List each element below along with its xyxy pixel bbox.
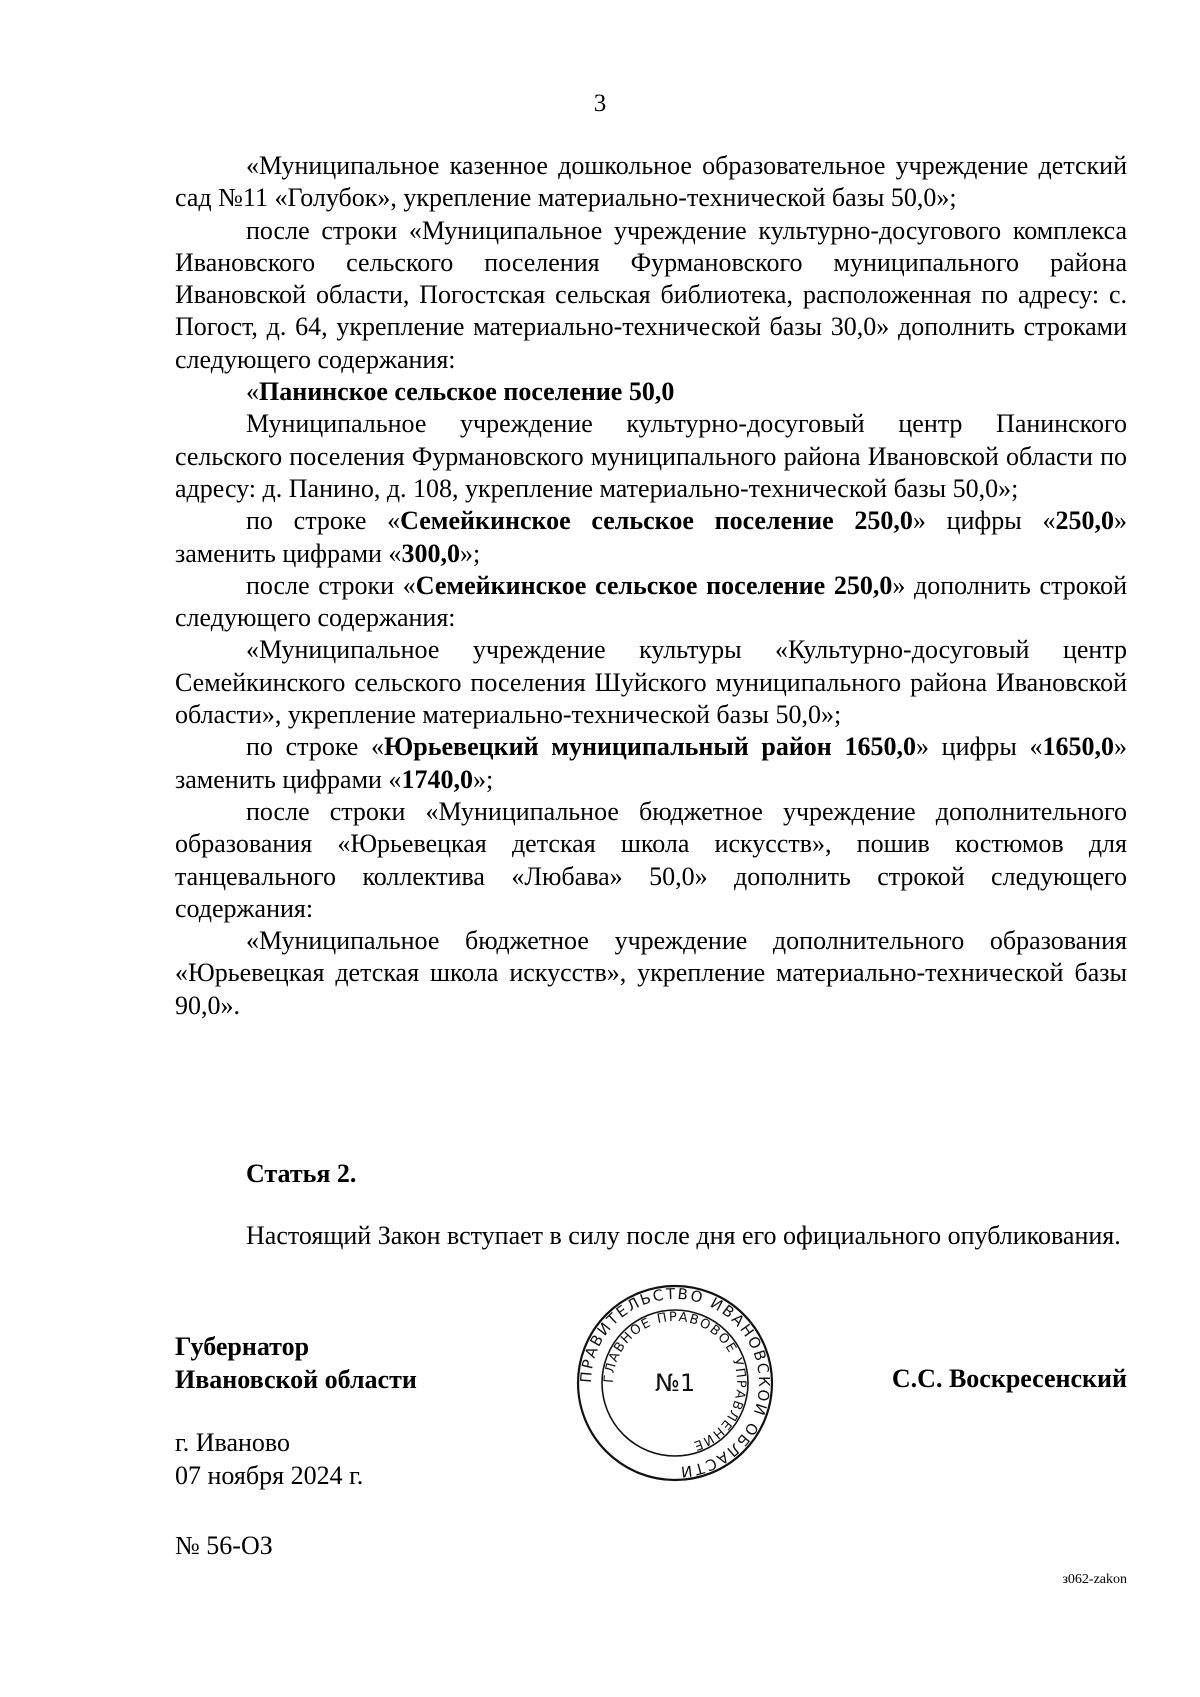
paragraph bbox=[175, 376, 1127, 408]
text-run: » заменить цифрами « bbox=[175, 732, 1127, 794]
document-code: з062-zakon bbox=[1062, 1572, 1127, 1587]
text-run: «Муниципальное учреждение культуры «Культурно-досуговый центр Семейкинского сельского поселения Шуйского муниципального района Ивановской области», укрепление материально-технической базы 50,0»; bbox=[175, 635, 1127, 730]
text-run: по строке « bbox=[246, 732, 385, 762]
bold-run: Юрьевецкий муниципальный район 1650,0 bbox=[384, 732, 916, 762]
amendment-text bbox=[175, 150, 1127, 1022]
paragraph bbox=[175, 634, 1127, 731]
governor-title bbox=[175, 1330, 417, 1396]
text-run: «Муниципальное бюджетное учреждение дополнительного образования «Юрьевецкая детская школа искусств», укрепление материально-технической базы 90,0». bbox=[175, 926, 1127, 1020]
text-run: »; bbox=[472, 764, 494, 794]
page-number: 3 bbox=[593, 90, 607, 117]
article-title: Статья 2. bbox=[246, 1159, 357, 1188]
paragraph bbox=[175, 408, 1127, 505]
text-run: » дополнить строкой следующего содержания: bbox=[175, 570, 1127, 633]
place: г. Иваново bbox=[175, 1428, 290, 1457]
bold-run: Семейкинское сельское поселение 250,0 bbox=[400, 506, 913, 536]
bold-run: Панинское сельское поселение 50,0 bbox=[259, 377, 675, 407]
seal-outer-lettering: ПРАВИТЕЛЬСТВО ИВАНОВСКОЙ ОБЛАСТИ bbox=[576, 1284, 774, 1482]
text-run: » цифры « bbox=[915, 732, 1043, 762]
governor-title-line2: Ивановской области bbox=[175, 1365, 417, 1394]
paragraph bbox=[175, 925, 1127, 1022]
seal-inner-lettering: ГЛАВНОЕ ПРАВОВОЕ УПРАВЛЕНИЕ bbox=[601, 1309, 749, 1454]
paragraph bbox=[175, 796, 1127, 925]
official-seal-stamp bbox=[575, 1283, 775, 1483]
paragraph bbox=[175, 731, 1127, 796]
bold-run: 250,0 bbox=[1055, 506, 1114, 536]
paragraph bbox=[175, 215, 1127, 376]
text-run: «Муниципальное казенное дошкольное образовательное учреждение детский сад №11 «Голубок», укрепление материально-технической базы 50,0»; bbox=[175, 151, 1127, 213]
text-run: после строки « bbox=[246, 570, 416, 600]
governor-title-line1: Губернатор bbox=[175, 1332, 310, 1361]
bold-run: 300,0 bbox=[401, 538, 460, 568]
paragraph bbox=[175, 505, 1127, 570]
paragraph bbox=[175, 150, 1127, 215]
paragraph bbox=[175, 570, 1127, 635]
text-run: после строки «Муниципальное учреждение культурно-досугового комплекса Ивановского сельского поселения Фурмановского муниципального района Ивановской области, Погостская сельская библиотека, расположенная по адресу: с. Погост, д. 64, укрепление материально-технической базы 30,0» дополнить строками следующего содержания: bbox=[175, 215, 1127, 374]
closing-paragraph: Настоящий Закон вступает в силу после дня его официального опубликования. bbox=[246, 1221, 1121, 1250]
place-date bbox=[175, 1426, 363, 1492]
text-run: »; bbox=[459, 538, 481, 568]
text-run: » цифры « bbox=[912, 506, 1056, 536]
seal-center-number: №1 bbox=[654, 1369, 696, 1397]
bold-run: 1740,0 bbox=[401, 764, 473, 794]
text-run: » заменить цифрами « bbox=[175, 506, 1127, 568]
text-run: Муниципальное учреждение культурно-досуговый центр Панинского сельского поселения Фурмановского муниципального района Ивановской области по адресу: д. Панино, д. 108, укрепление материально-технической базы 50,0»; bbox=[175, 409, 1127, 503]
signer-name: С.С. Воскресенский bbox=[891, 1364, 1127, 1393]
text-run: по строке « bbox=[246, 506, 401, 536]
bold-run: Семейкинское сельское поселение 250,0 bbox=[415, 570, 893, 600]
bold-run: 1650,0 bbox=[1042, 732, 1114, 762]
date: 07 ноября 2024 г. bbox=[175, 1461, 364, 1490]
law-number: № 56-ОЗ bbox=[175, 1531, 273, 1560]
text-run: после строки «Муниципальное бюджетное учреждение дополнительного образования «Юрьевецкая детская школа искусств», пошив костюмов для танцевального коллектива «Любава» 50,0» дополнить строкой следующего содержания: bbox=[175, 796, 1127, 923]
text-run: « bbox=[246, 377, 259, 407]
